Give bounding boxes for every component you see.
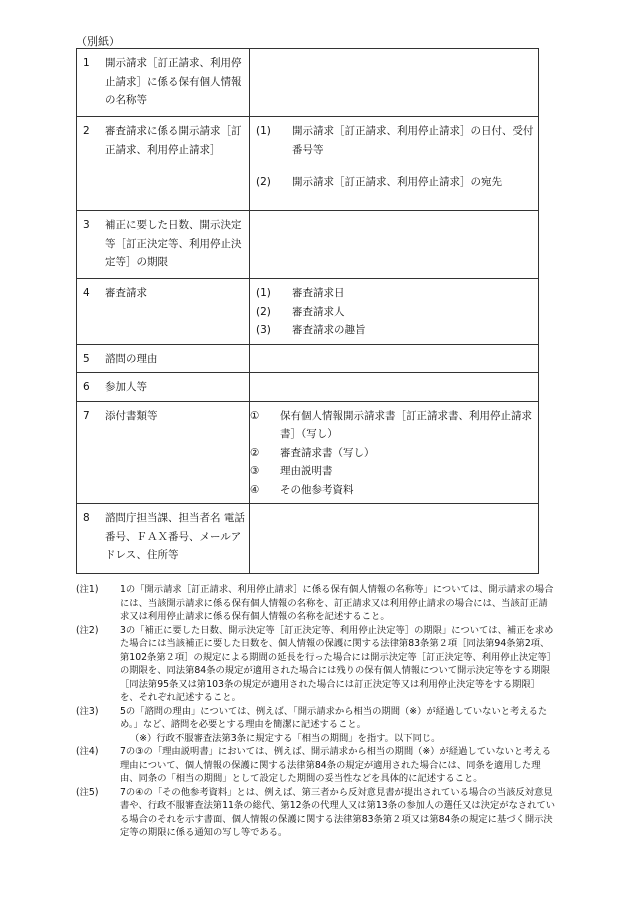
note-text: 7の④の「その他参考資料」とは、例えば、第三者から反対意見書が提出されている場合の当該反対意見書や、行政不服審査法第11条の総代、第12条の代理人又は第13条の参加人の選任又は決定がなされている場合のそれを示す書面、個人情報の保護に関する法律第83条第２項又は第84条の規定に基づく開示決定等の期限に係る通知の写し等である。 xyxy=(120,786,556,838)
item-text: 審査請求書（写し） xyxy=(280,446,375,459)
table-row xyxy=(77,117,539,211)
row-label: 諮問の理由 xyxy=(105,352,158,365)
row-label: 諮問庁担当課、担当者名 電話番号、ＦＡＸ番号、メールアドレス、住所等 xyxy=(105,512,245,561)
item-text: 理由説明書 xyxy=(280,465,333,477)
attachment-heading: （別紙） xyxy=(76,35,120,48)
item-text: 審査請求の趣旨 xyxy=(292,324,366,336)
row-number: 5 xyxy=(83,352,90,365)
item-number: ④ xyxy=(250,483,260,496)
row-value-cell xyxy=(250,344,539,373)
row-value-cell xyxy=(250,117,539,211)
note-item xyxy=(76,745,556,786)
row-number: 4 xyxy=(83,287,90,299)
item-text: その他参考資料 xyxy=(280,483,354,496)
table-row xyxy=(77,279,539,345)
note-item xyxy=(76,624,556,705)
note-label: (注5) xyxy=(76,786,99,798)
row-number: 8 xyxy=(83,512,90,524)
item-number: (1) xyxy=(256,287,271,299)
note-item xyxy=(76,705,556,746)
item-text: 審査請求人 xyxy=(292,305,345,318)
note-label: (注2) xyxy=(76,624,99,636)
note-subtext: （※）行政不服審査法第3条に規定する「相当の期間」を指す。以下同じ。 xyxy=(130,732,441,744)
table-row xyxy=(77,504,539,574)
row-label: 補正に要した日数、開示決定等［訂正決定等、利用停止決定等］の期限 xyxy=(105,219,242,268)
note-label: (注4) xyxy=(76,746,99,757)
row-number: 2 xyxy=(83,125,90,137)
note-label: (注1) xyxy=(76,584,99,595)
row-value-cell xyxy=(250,211,539,279)
table-row xyxy=(77,373,539,402)
row-label: 審査請求 xyxy=(105,287,147,299)
item-number: (2) xyxy=(256,176,271,188)
note-text: 3の「補正に要した日数、開示決定等［訂正決定等、利用停止決定等］の期限」については、補正を求めた場合には当該補正に要した日数を、個人情報の保護に関する法律第83条第２項［同法第94条第2項、第102条第２項］の規定による期間の延長を行った場合には開示決定等［訂正決定等、利用停止決定等］の期限を、同法第84条の規定が適用された場合には残りの保有個人情報について開示決定等をする期限［同法第95条又は第103条の規定が適用された場合には訂正決定等又は利用停止決定等をする期限］を、それぞれ記述すること。 xyxy=(120,624,554,703)
row-value-cell xyxy=(250,279,539,345)
row-label: 審査請求に係る開示請求［訂正請求、利用停止請求］ xyxy=(105,125,242,156)
notes-section xyxy=(76,583,556,840)
item-text: 開示請求［訂正請求、利用停止請求］の日付、受付番号等 xyxy=(292,125,534,156)
row-number: 3 xyxy=(83,219,90,231)
row-number: 1 xyxy=(83,57,90,69)
item-number: ② xyxy=(250,446,260,459)
item-number: ③ xyxy=(250,465,260,477)
note-item xyxy=(76,786,556,840)
item-number: ① xyxy=(250,409,260,422)
item-text: 保有個人情報開示請求書［訂正請求書、利用停止請求書］（写し） xyxy=(280,409,532,440)
row-value-cell xyxy=(250,504,539,574)
note-text: 5の「諮問の理由」については、例えば、「開示請求から相当の期間（※）が経過していないと考えるため。」など、諮問を必要とする理由を簡潔に記述すること。 xyxy=(120,705,548,730)
table-row xyxy=(77,401,539,504)
note-item xyxy=(76,583,556,624)
row-number: 7 xyxy=(83,409,90,422)
table-row xyxy=(77,49,539,117)
row-value-cell xyxy=(250,401,539,504)
row-value-cell xyxy=(250,49,539,117)
table-row xyxy=(77,344,539,373)
row-label: 参加人等 xyxy=(105,381,147,393)
table-row xyxy=(77,211,539,279)
row-label: 添付書類等 xyxy=(105,409,158,422)
note-label: (注3) xyxy=(76,705,99,717)
item-number: (1) xyxy=(256,125,271,137)
item-text: 審査請求日 xyxy=(292,287,345,299)
item-text: 開示請求［訂正請求、利用停止請求］の宛先 xyxy=(292,176,502,188)
row-number: 6 xyxy=(83,381,90,393)
note-text: 1の「開示請求［訂正請求、利用停止請求］に係る保有個人情報の名称等」については、開示請求の場合には、当該開示請求に係る保有個人情報の名称を、訂正請求又は利用停止請求の場合には、当該訂正請求又は利用停止請求に係る保有個人情報の名称を記述すること。 xyxy=(120,584,554,622)
item-number: (2) xyxy=(256,305,271,318)
row-value-cell xyxy=(250,373,539,402)
row-label: 開示請求［訂正請求、利用停止請求］に係る保有個人情報の名称等 xyxy=(105,57,242,106)
item-number: (3) xyxy=(256,324,271,336)
note-text: 7の③の「理由説明書」においては、例えば、開示請求から相当の期間（※）が経過していないと考える理由について、個人情報の保護に関する法律第84条の規定が適用された場合には、同条を適用した理由、同条の「相当の期間」として設定した期間の妥当性などを具体的に記述すること。 xyxy=(120,746,552,784)
consultation-form-table xyxy=(76,48,539,574)
